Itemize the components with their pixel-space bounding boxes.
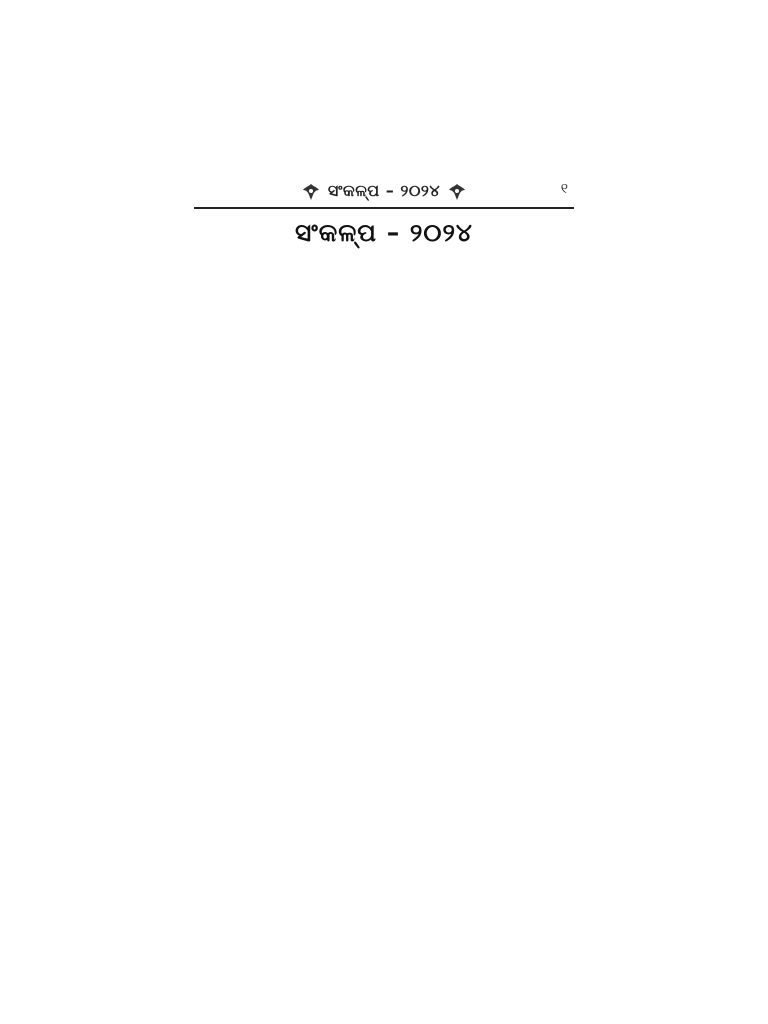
running-header	[196, 178, 572, 204]
running-header-title-group	[196, 181, 572, 202]
page-number: ୧	[560, 181, 568, 197]
running-header-title: ସଂକଳ୍ପ – ୨୦୨୪	[327, 181, 441, 200]
ornament-right-icon	[446, 182, 468, 202]
body-paragraph	[196, 262, 572, 842]
header-divider	[194, 207, 574, 209]
page-title: ସଂକଳ୍ପ – ୨୦୨୪	[295, 218, 473, 247]
ornament-left-icon	[300, 182, 322, 202]
